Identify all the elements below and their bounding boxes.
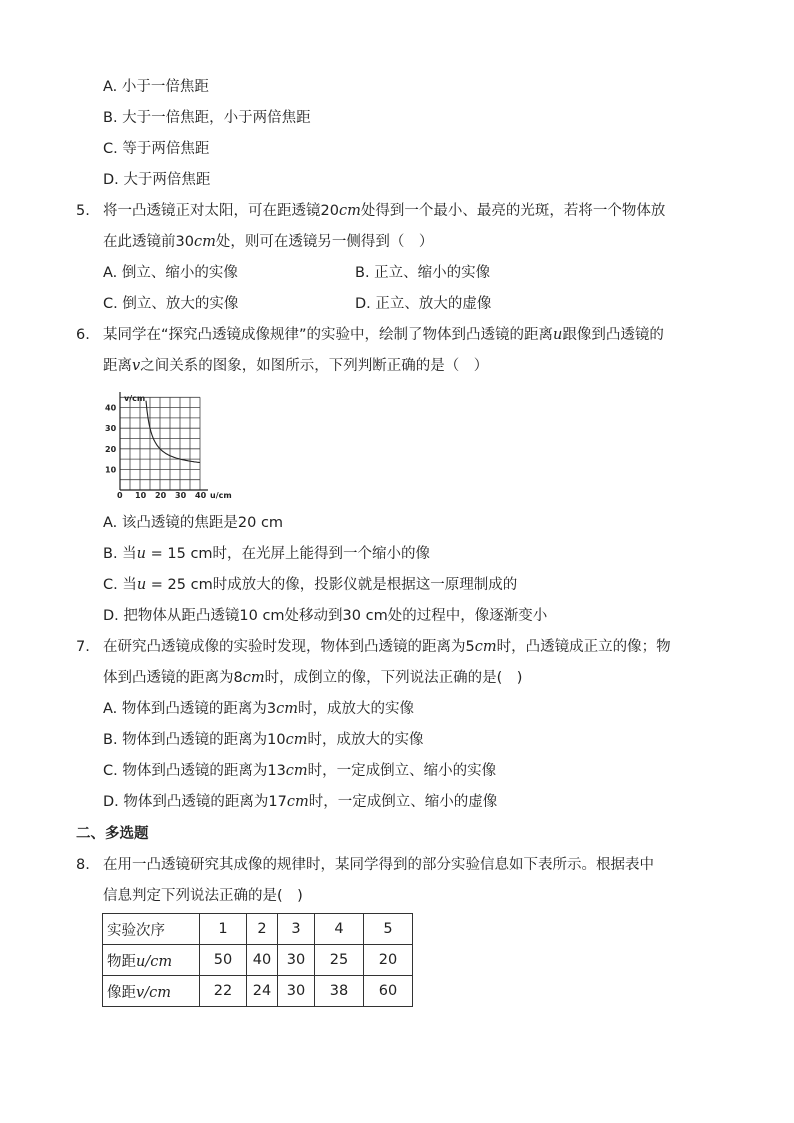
table-cell: 50 — [200, 945, 247, 976]
table-row — [103, 914, 413, 945]
table-cell: 4 — [315, 914, 364, 945]
table-cell: 22 — [200, 976, 247, 1007]
y-tick-label: 10 — [105, 465, 117, 475]
graph-x-axis-label: u/cm — [210, 491, 232, 500]
q5-stem-line1: 将一凸透镜正对太阳，可在距透镜20cm处得到一个最小、最亮的光斑，若将一个物体放 — [103, 203, 666, 219]
q6-option-a: A. 该凸透镜的焦距是20 cm — [103, 515, 284, 531]
table-cell: 30 — [278, 945, 315, 976]
y-tick-label: 30 — [105, 424, 117, 434]
q7-option-a: A. 物体到凸透镜的距离为3cm时，成放大的实像 — [103, 701, 414, 717]
q6-stem-line2: 距离v之间关系的图象，如图所示，下列判断正确的是（ ） — [103, 358, 489, 374]
q4-option-a: A. 小于一倍焦距 — [103, 79, 209, 95]
q5-stem-line2: 在此透镜前30cm处，则可在透镜另一侧得到（ ） — [103, 234, 434, 250]
row-header-object-distance: 物距u/cm — [103, 945, 200, 976]
q6-uv-graph — [100, 392, 240, 504]
q8-number: 8. — [76, 857, 90, 873]
q5-option-d: D. 正立、放大的虚像 — [355, 296, 492, 312]
row-header-trial: 实验次序 — [103, 914, 200, 945]
q5-option-b: B. 正立、缩小的实像 — [355, 265, 491, 281]
x-tick-label: 40 — [195, 491, 207, 500]
graph-curve — [146, 401, 200, 463]
row-header-image-distance: 像距v/cm — [103, 976, 200, 1007]
table-row — [103, 945, 413, 976]
table-cell: 30 — [278, 976, 315, 1007]
q6-option-c: C. 当u = 25 cm时成放大的像，投影仪就是根据这一原理制成的 — [103, 577, 518, 593]
section-heading: 二、多选题 — [76, 826, 149, 842]
q6-stem-line1: 某同学在“探究凸透镜成像规律”的实验中，绘制了物体到凸透镜的距离u跟像到凸透镜的 — [103, 327, 664, 343]
table-cell: 24 — [247, 976, 278, 1007]
q5-option-a: A. 倒立、缩小的实像 — [103, 265, 238, 281]
q5-option-c: C. 倒立、放大的实像 — [103, 296, 239, 312]
q4-option-b: B. 大于一倍焦距，小于两倍焦距 — [103, 110, 311, 126]
table-row — [103, 976, 413, 1007]
table-cell: 3 — [278, 914, 315, 945]
q7-option-c: C. 物体到凸透镜的距离为13cm时，一定成倒立、缩小的实像 — [103, 763, 497, 779]
table-cell: 1 — [200, 914, 247, 945]
q5-number: 5. — [76, 203, 90, 219]
q6-number: 6. — [76, 327, 90, 343]
graph-grid — [120, 397, 200, 490]
graph-axes — [120, 392, 208, 490]
q8-stem-line2: 信息判定下列说法正确的是( ) — [103, 888, 303, 904]
x-tick-label: 0 — [117, 491, 123, 500]
table-cell: 38 — [315, 976, 364, 1007]
table-cell: 60 — [364, 976, 413, 1007]
table-cell: 40 — [247, 945, 278, 976]
q7-option-d: D. 物体到凸透镜的距离为17cm时，一定成倒立、缩小的虚像 — [103, 794, 498, 810]
q7-stem-line2: 体到凸透镜的距离为8cm时，成倒立的像，下列说法正确的是( ) — [103, 670, 523, 686]
graph-y-axis-label: v/cm — [124, 394, 146, 403]
x-tick-label: 10 — [135, 491, 147, 500]
q7-stem-line1: 在研究凸透镜成像的实验时发现，物体到凸透镜的距离为5cm时，凸透镜成正立的像；物 — [103, 639, 671, 655]
q6-option-b: B. 当u = 15 cm时，在光屏上能得到一个缩小的像 — [103, 546, 431, 562]
table-cell: 25 — [315, 945, 364, 976]
q7-number: 7. — [76, 639, 90, 655]
y-tick-label: 20 — [105, 444, 117, 454]
y-tick-label: 40 — [105, 403, 117, 413]
x-tick-label: 20 — [155, 491, 167, 500]
q4-option-d: D. 大于两倍焦距 — [103, 172, 211, 188]
table-cell: 2 — [247, 914, 278, 945]
q8-stem-line1: 在用一凸透镜研究其成像的规律时，某同学得到的部分实验信息如下表所示。根据表中 — [103, 857, 654, 873]
x-tick-label: 30 — [175, 491, 187, 500]
q7-option-b: B. 物体到凸透镜的距离为10cm时，成放大的实像 — [103, 732, 424, 748]
experiment-table — [102, 913, 413, 1007]
q4-option-c: C. 等于两倍焦距 — [103, 141, 210, 157]
table-cell: 20 — [364, 945, 413, 976]
q6-option-d: D. 把物体从距凸透镜10 cm处移动到30 cm处的过程中，像逐渐变小 — [103, 608, 548, 624]
table-cell: 5 — [364, 914, 413, 945]
